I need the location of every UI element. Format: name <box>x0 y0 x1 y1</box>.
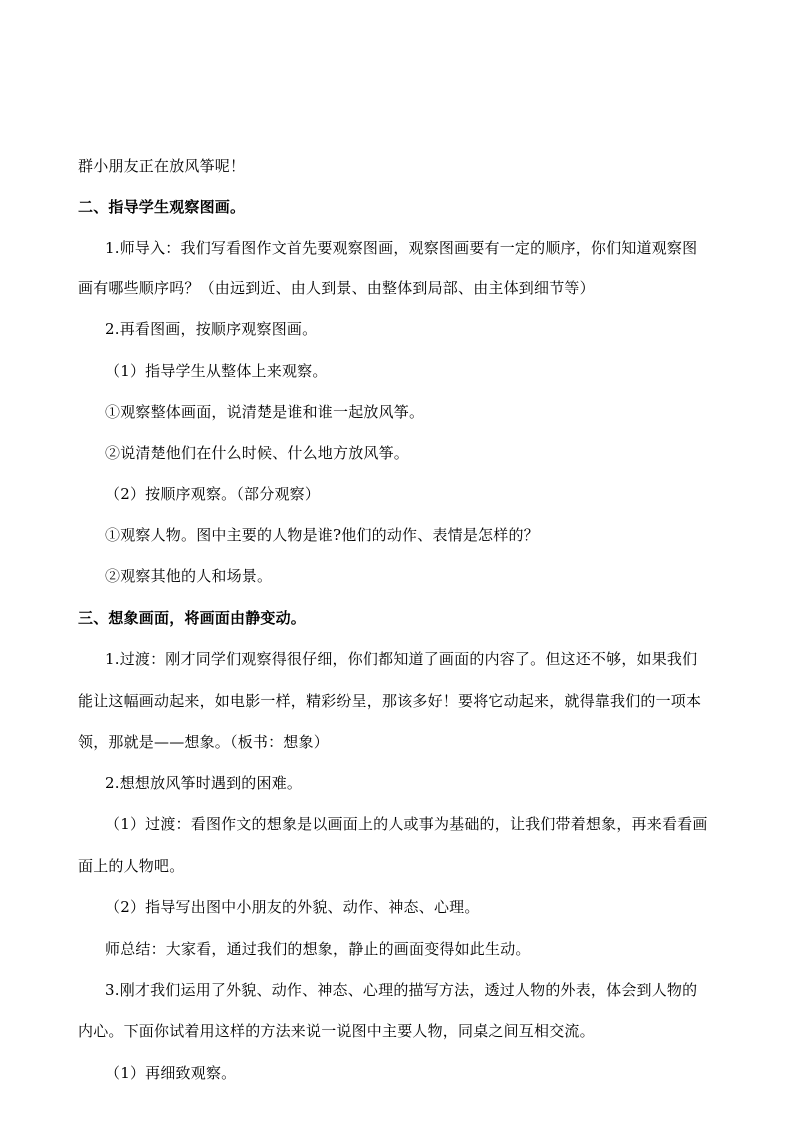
section-heading-3: 三、想象画面，将画面由静变动。 <box>78 609 307 627</box>
paragraph-line: 能让这幅画动起来，如电影一样，精彩纷呈，那该多好！要将它动起来，就得靠我们的一项本 <box>78 692 702 710</box>
paragraph-line: 2.想想放风筝时遇到的困难。 <box>105 774 303 792</box>
sub-item-line: ①观察整体画面，说清楚是谁和谁一起放风筝。 <box>105 403 425 421</box>
paragraph-continuation: 群小朋友正在放风筝呢！ <box>78 157 246 175</box>
paragraph-line: 内心。下面你试着用这样的方法来说一说图中主要人物，同桌之间互相交流。 <box>78 1022 595 1040</box>
paragraph-line: 面上的人物吧。 <box>78 857 185 875</box>
sub-item-line: ①观察人物。图中主要的人物是谁?他们的动作、表情是怎样的？ <box>105 526 539 544</box>
paragraph-line: 师总结：大家看，通过我们的想象，静止的画面变得如此生动。 <box>105 940 531 958</box>
sub-item-line: （1）指导学生从整体上来观察。 <box>105 362 328 380</box>
sub-item-line: （1）过渡：看图作文的想象是以画面上的人或事为基础的，让我们带着想象，再来看看画 <box>105 815 708 833</box>
paragraph-line: 1.师导入：我们写看图作文首先要观察图画，观察图画要有一定的顺序，你们知道观察图 <box>105 239 698 257</box>
sub-item-line: ②说清楚他们在什么时候、什么地方放风筝。 <box>105 444 410 462</box>
sub-item-line: ②观察其他的人和场景。 <box>105 567 273 585</box>
paragraph-line: 2.再看图画，按顺序观察图画。 <box>105 320 318 338</box>
sub-item-line: （2）按顺序观察。（部分观察） <box>105 485 321 503</box>
paragraph-line: 领，那就是——想象。（板书：想象） <box>78 733 329 751</box>
paragraph-line: 1.过渡：刚才同学们观察得很仔细，你们都知道了画面的内容了。但这还不够，如果我们 <box>105 650 698 668</box>
section-heading-2: 二、指导学生观察图画。 <box>78 198 246 216</box>
paragraph-line: 3.刚才我们运用了外貌、动作、神态、心理的描写方法，透过人物的外表，体会到人物的 <box>105 981 698 999</box>
paragraph-line: 画有哪些顺序吗？（由远到近、由人到景、由整体到局部、由主体到细节等） <box>78 279 595 297</box>
sub-item-line: （1）再细致观察。 <box>105 1064 237 1082</box>
sub-item-line: （2）指导写出图中小朋友的外貌、动作、神态、心理。 <box>105 898 480 916</box>
